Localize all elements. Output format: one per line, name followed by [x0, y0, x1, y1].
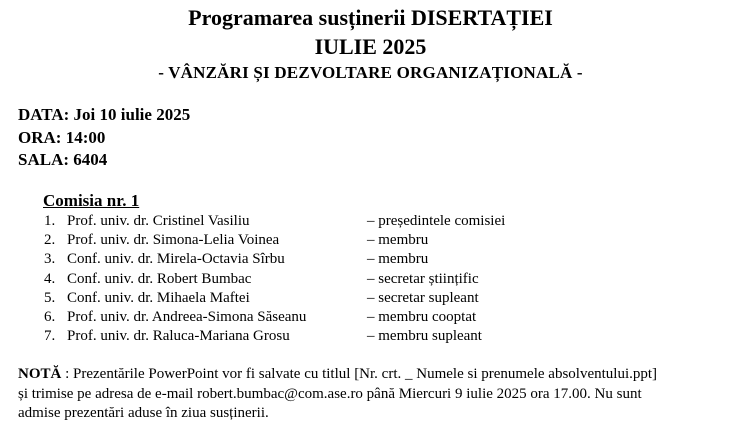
member-name: Prof. univ. dr. Cristinel Vasiliu	[67, 213, 250, 229]
member-role: – președintele comisiei	[367, 213, 506, 229]
exam-date: DATA: Joi 10 iulie 2025	[18, 105, 191, 124]
note-line: și trimise pe adresa de e-mail robert.bumbac@com.ase.ro până Miercuri 9 iulie 2025 ora 17.00. Nu sunt	[18, 385, 642, 402]
note-line	[18, 365, 734, 385]
note-paragraph	[18, 365, 734, 424]
list-item	[0, 308, 741, 327]
commission-title: Comisia nr. 1	[43, 191, 140, 210]
member-name: Prof. univ. dr. Andreea-Simona Săseanu	[67, 308, 307, 325]
member-role: – secretar științific	[367, 270, 479, 287]
member-number: 1.	[44, 213, 56, 229]
member-role: – membru	[367, 232, 429, 249]
member-name: Conf. univ. dr. Mirela-Octavia Sîrbu	[67, 251, 285, 268]
member-name: Prof. univ. dr. Simona-Lelia Voinea	[67, 232, 280, 249]
note-label: NOTĂ	[18, 366, 62, 382]
member-name: Prof. univ. dr. Raluca-Mariana Grosu	[67, 328, 290, 345]
member-number: 3.	[44, 251, 56, 268]
member-role: – membru	[367, 251, 429, 268]
member-number: 5.	[44, 289, 56, 306]
member-number: 7.	[44, 328, 56, 345]
note-line: admise prezentări aduse în ziua susținerii.	[18, 405, 269, 421]
member-name: Conf. univ. dr. Mihaela Maftei	[67, 289, 250, 306]
document-period: IULIE 2025	[314, 34, 427, 59]
list-item	[0, 212, 741, 231]
list-item	[0, 231, 741, 250]
list-item	[0, 270, 741, 289]
member-number: 2.	[44, 232, 56, 249]
member-role: – membru cooptat	[367, 308, 477, 325]
document-title: Programarea susținerii DISERTAȚIEI	[188, 5, 553, 30]
list-item	[0, 327, 741, 346]
member-role: – membru supleant	[367, 328, 482, 345]
note-text: : Prezentările PowerPoint vor fi salvate cu titlul [Nr. crt. _ Numele si prenumele absolventului.ppt]	[61, 366, 658, 382]
commission-members-list	[0, 212, 741, 346]
member-name: Conf. univ. dr. Robert Bumbac	[67, 270, 252, 287]
list-item	[0, 289, 741, 308]
program-name: - VÂNZĂRI ȘI DEZVOLTARE ORGANIZAȚIONALĂ -	[158, 63, 583, 82]
exam-room: SALA: 6404	[18, 150, 108, 169]
exam-time: ORA: 14:00	[18, 128, 106, 147]
list-item	[0, 250, 741, 269]
member-number: 4.	[44, 270, 56, 287]
member-number: 6.	[44, 308, 56, 325]
member-role: – secretar supleant	[367, 289, 479, 306]
